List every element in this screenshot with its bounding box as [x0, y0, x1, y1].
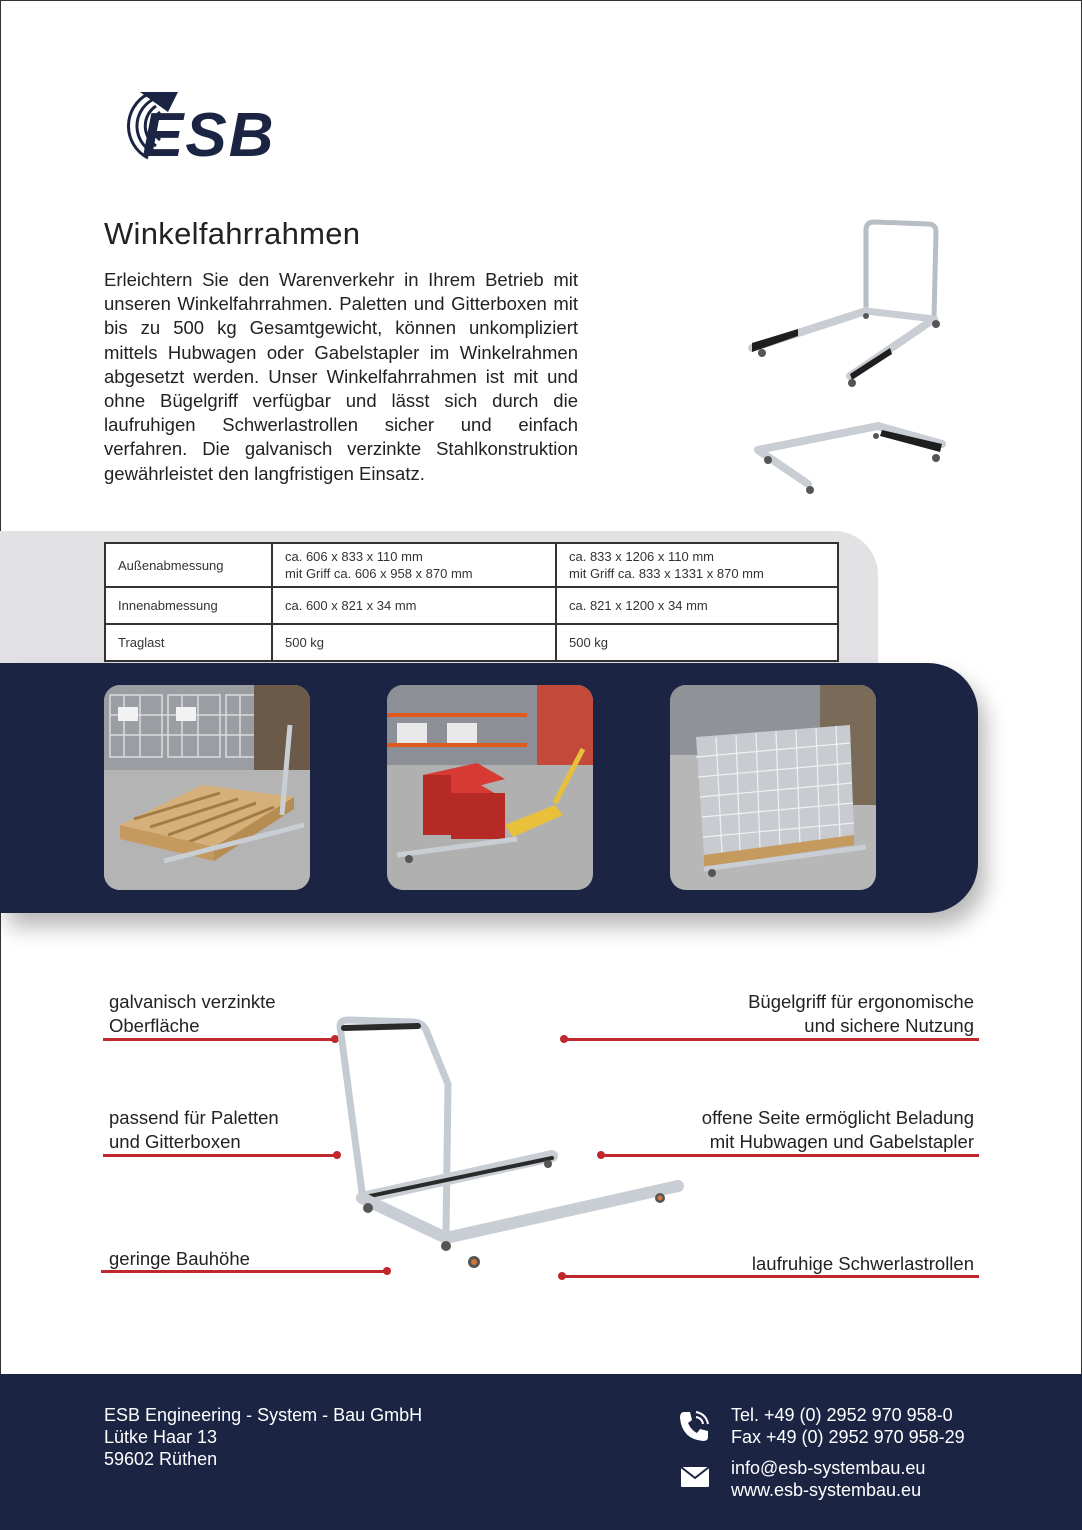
spec-value-line: ca. 606 x 833 x 110 mm: [285, 549, 423, 564]
feature-galvanized: [109, 990, 276, 1038]
feature-line: passend für Paletten: [109, 1107, 279, 1128]
feature-line: und sichere Nutzung: [804, 1015, 974, 1036]
mail-icon: [680, 1466, 710, 1488]
feature-line-marker: [103, 1038, 335, 1041]
phone-icon: [676, 1408, 712, 1444]
spec-value-line: mit Griff ca. 606 x 958 x 870 mm: [285, 566, 473, 581]
feature-line: galvanisch verzinkte: [109, 991, 276, 1012]
feature-line: und Gitterboxen: [109, 1131, 241, 1152]
feature-line: laufruhige Schwerlastrollen: [751, 1253, 974, 1274]
feature-line: offene Seite ermöglicht Beladung: [701, 1107, 974, 1128]
photo-pallet-frame: [104, 685, 310, 890]
spec-label: Innenabmessung: [105, 587, 272, 624]
spec-value-line: ca. 833 x 1206 x 110 mm: [569, 549, 715, 564]
feature-line: mit Hubwagen und Gabelstapler: [709, 1131, 974, 1152]
page-title: Winkelfahrrahmen: [104, 216, 361, 251]
spec-value-large: 500 kg: [556, 624, 838, 661]
table-row: [105, 624, 838, 661]
website-link[interactable]: www.esb-systembau.eu: [731, 1480, 922, 1500]
mail-block: [731, 1457, 925, 1501]
spec-value-large: ca. 821 x 1200 x 34 mm: [556, 587, 838, 624]
frame-without-handle-image: [748, 414, 948, 500]
city: 59602 Rüthen: [104, 1449, 218, 1469]
spec-value-small: 500 kg: [272, 624, 556, 661]
intro-text: Erleichtern Sie den Warenverkehr in Ihrem Betrieb mit unseren Winkelfahrrahmen. Paletten und Gitterboxen mit bis zu 500 kg Gesamtgewicht, können unkompliziert mittels Hubwagen oder Gabelstapler im Winkelrahmen abgesetzt werden. Unser Winkelfahrrahmen ist mit und ohne Bügelgriff verfügbar und lässt sich durch die laufruhigen Schwerlastrollen sicher und einfach verfahren. Die galvanisch verzinkte Stahlkonstruktion gewährleistet den langfristigen Einsatz.: [104, 269, 578, 484]
email-link[interactable]: info@esb-systembau.eu: [731, 1458, 926, 1478]
feature-open-side: [702, 1106, 974, 1154]
spec-label: Außenabmessung: [105, 543, 272, 587]
feature-low-height: [109, 1247, 250, 1271]
feature-line-marker: [103, 1154, 337, 1157]
frame-detail-image: [330, 1012, 690, 1282]
table-row: [105, 587, 838, 624]
spec-label: Traglast: [105, 624, 272, 661]
spec-table: [104, 542, 839, 662]
street: Lütke Haar 13: [104, 1427, 218, 1447]
feature-casters: [752, 1252, 974, 1276]
feature-handle: [748, 990, 974, 1038]
spec-value-large: [556, 543, 838, 587]
company-address: [104, 1404, 422, 1470]
spec-value-small: ca. 600 x 821 x 34 mm: [272, 587, 556, 624]
phone-number[interactable]: Tel. +49 (0) 2952 970 958-0: [731, 1405, 953, 1425]
table-row: [105, 543, 838, 587]
frame-with-handle-image: [740, 216, 950, 396]
spec-value-small: [272, 543, 556, 587]
fax-number: Fax +49 (0) 2952 970 958-29: [731, 1427, 965, 1447]
feature-line: Bügelgriff für ergonomische: [748, 991, 974, 1012]
photo-pallet-truck: [387, 685, 593, 890]
feature-pallets: [109, 1106, 279, 1154]
feature-line: Oberfläche: [109, 1015, 200, 1036]
spec-value-line: mit Griff ca. 833 x 1331 x 870 mm: [569, 566, 764, 581]
feature-line: geringe Bauhöhe: [109, 1248, 250, 1269]
phone-block: [731, 1404, 965, 1448]
svg-text:ESB: ESB: [142, 101, 276, 166]
company-name: ESB Engineering - System - Bau GmbH: [104, 1405, 423, 1425]
photo-mesh-box: [670, 685, 876, 890]
esb-logo: [100, 86, 345, 166]
